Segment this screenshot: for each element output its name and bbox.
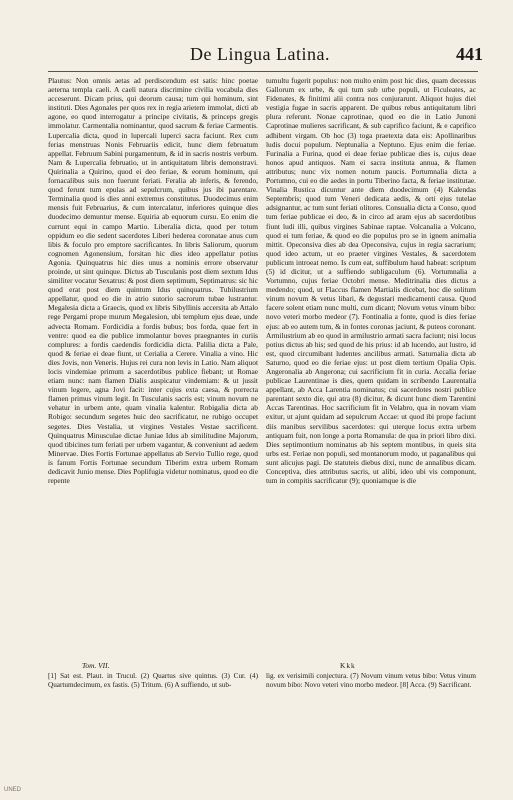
header-rule [48,71,478,72]
footnotes-right [266,672,476,690]
volume-mark: Tom. VII. [82,661,110,670]
left-column-text: Plautus: Non omnis aetas ad perdiscendum est satis: hinc poetae aeterna templa caeli. A caeli natura discrimine civilia vocabula dies acceserunt. Dicam prius, qui deorum causa; tum qui hominum, sint instituti. Dies Agonales per quos rex in regia arietem immolat, dicti ab agone, eo quod interrogatur a principe civitatis, & princeps gregis immolatur. Carmentalia nominantur, quod sacrum & feriae Carmentis. Lupercalia dicta, quod in lupercali luperci sacra faciunt. Rex cum ferias menstruas Nonis Februariis edicit, hunc diem februatum appellat. Februum Sabini purgamentum, & id in sacris nostris verbum. Nam & Lupercalia februatio, ut in antiquitatum libris demonstravi. Quirinalia a Quirino, quod ei deo feriae, & eorum hominum, qui fornacalibus suis non fuerunt feriati. Feralia ab inferis, & ferendo, quod ferunt tum epulas ad sepulcrum, quibus jus ibi parentare. Terminalia quod is dies anni extremus constitutus. Duodecimus enim mensis fuit Februarius, & cum intercalatur, inferiores quinque dies duodecimo demuntur mense. Equiria ab equorum cursu. Eo enim die currunt equi in campo Martio. Liberalia dicta, quod per totum oppidum eo die sedent sacerdotes Liberi hederea coronatae anus cum libis & foculo pro emptore sacrificantes. In libris Saliorum, quorum cognomen Agonensium, forsitan hic dies ideo appellatur potius Agonia. Quinquatrus hic dies unus a nominis errore observatur proinde, ut sint quinque. Dictus ab Tusculanis post diem sextum Idus similiter vocatur Sexatrus: & post diem septimum, Septimatrus: sic hic quod erat post diem quintum Idus quinquatrus. Tubilustrium appellatur, quod eo die in atrio sutorio sacrorum tubae lustrantur. Megalesia dicta a Graecis, quod ex libris Sibyllinis accersita ab Attalo rege Pergami prope murum Megalesion, ubi templum ejus deae, unde advecta Romam. Fordicidia a fordis bubus; bos forda, quae fert in ventre: quod ea die publice immolantur boves praegnantes in curiis complures: a fordis caedendis fordicidia dicta. Palilia dicta a Pale, quod & feriae ei deae fiunt, ut Cerialia a Cerere. Vinalia a vino. Hic dies Jovis, non Veneris. Hujus rei cura non levis in Latio. Nam aliquot locis vindemiae primum a sacerdotibus publice fiebant; ut Romae etiam nunc: nam flamen Dialis auspicatur vindemiam: & ut jussit vinum legere, agna Jovi facit: inter cujus exta caesa, & porrecta flamen primus vinum legit. In Tusculanis sacris est; vinum novum ne vehatur in urbem ante, quam vinalia kalentur. Robigalia dicta ab Robigo: secundum segetes huic deo sacrificatur, ne rubigo occupet segetes. Dies Vestalia, ut virgines Vestales Vestae sacrificent. Quinquatrus Minusculae dictae Juniae Idus ab similitudine Majorum, quod tibicines tum feriati per urbem vagantur, & conveniunt ad aedem Minervae. Dies Fortis Fortunae appellatus ab Servio Tullio rege, quod is fanum Fortis Fortunae secundum Tiberim extra urbem Romam dedicavit Junio mense. Dies Poplifugia videtur nominatus, quod eo die repente [48,76,258,486]
signature-mark: Kkk [340,661,356,670]
left-text-column [48,76,258,485]
footnotes-left [48,672,258,690]
page-number: 441 [456,44,483,64]
watermark-label: UNED [4,787,22,793]
right-text-column [266,76,476,485]
footnotes-left-text: [1] Sat est. Plaut. in Trucul. (2) Quartus sive quintus. (3) Cur. (4) Quartumdecimum, ex fastis. (5) Tritum. (6) A suffiendo, ut sub- [48,672,258,689]
page-header [0,44,513,68]
right-column-text: tumultu fugerit populus: non multo enim post hic dies, quam decessus Gallorum ex urbe, & qui tum sub urbe populi, ut Ficuleates, ac Fidenates, & finitimi alii contra nos conjurarunt. Aliquot hujus diei vestigia fugae in sacris apparent. De quibus rebus antiquitatum libri plura referunt. Nonae caprotinae, quod eo die in Latio Junoni Caprotinae mulieres sacrificant, & sub caprifico faciunt, & e caprifico adhibent virgam. Ob hoc (3) toga praetexta data eis: Apollinaribus ludis docui populum. Neptunalia a Neptuno. Ejus enim die feriae. Furinalia a Furina, quod ei deae feriae publicae dies is, cujus deae honos apud antiquos. Nam ei sacra instituta annua, & flamen attributus; nunc vix nomen notum paucis. Portumnalia dicta a Portumno, cui eo die aedes in portu Tiberino facta, & feriae institutae. Vinalia Rustica dicuntur ante diem duodecimum (4) Kalendas Septembris; quod tum Veneri dedicata aedis, & orti ejus tutelae adsignantur, ac tum sunt feriati olitores. Consualia dicta a Conso, quod tum feriae publicae ei deo, & in circo ad aram ejus ab sacerdotibus fiunt ludi illi, quibus virgines Sabinae raptae. Volcanalia a Volcano, quod ei tum feriae, & quod eo die populus pro se in ignem animalia mittit. Opeconsiva dies ab dea Opeconsiva, cujus in regia sacrarium; quod ideo actum, ut eo praeter virgines Vestales, & sacerdotem publicum introeat nemo. Is cum eat, suffibulum haud habeat: scriptum (5) id dicitur, ut a suffiendo subligaculum (6). Vortumnalia a Vortumno, cujus feriae Octobri mense. Meditrinalia dies dictus a medendo; quod, ut Flaccus flamen Martialis dicebat, hoc die solitum vinum novum & vetus libari, & degustari medicamenti causa. Quod facere solent etiam nunc multi, cum dicant; Novum vetus vinum bibo: novo veteri morbo medeor (7). Fontinalia a fonte, quod is dies feriae ejus: ab eo autem tum, & in fontes coronas jaciunt, & puteos coronant. Armilustrium ab eo quod in armilustrio armati sacra faciunt; nisi locus potius dictus ab his; sed quod de his prius: id ab lucendo, aut lustro, id est, quod circumibant ludentes ancilibus armati. Saturnalia dicta ab Saturno, quod eo die feriae ejus: ut post diem tertium Opalia Opis. Angeronalia ab Angerona; cui sacrificium fit in curia. Accalia feriae publicae Laurentinae is dies, quem quidam in scribendo Laurentalia appellant, ab Acca Larentia nominatus; cui sacerdotes nostri publice parentant sexto die, qui atra (8) dicitur, & dicunt hunc diem Tarentini Accas Tarentinas. Hoc sacrificium fit in Velabro, qua in novam viam exitur, ut ajunt quidam ad sepulcrum Accae: ut quod ibi prope faciunt diis manibus servilibus sacerdotes: qui uterque locus extra urbem antiquam fuit, non longe a porta Romanula: de qua in priori libro dixi. Dies septimontium nominatus ab his septem montibus, in queis sita urbs est. Feriae non populi, sed montanorum modo, ut paganalibus qui sunt alicujus pagi. De statuteis diebus dixi, nunc de annalibus dicam. Conceptiva, dies attributus sacris, ut alibi, ideo ubi vis componunt, tum in compitis sacrificatur (9); quoniamque is die [266,76,476,486]
footnotes-right-text: lig. ex verisimili conjectura. (7) Novum vinum vetus bibo: Vetus vinum novum bibo: Novo veteri vino morbo medeor. [8] Acca. (9) Sacrificant. [266,672,476,689]
running-title: De Lingua Latina. [190,44,330,64]
